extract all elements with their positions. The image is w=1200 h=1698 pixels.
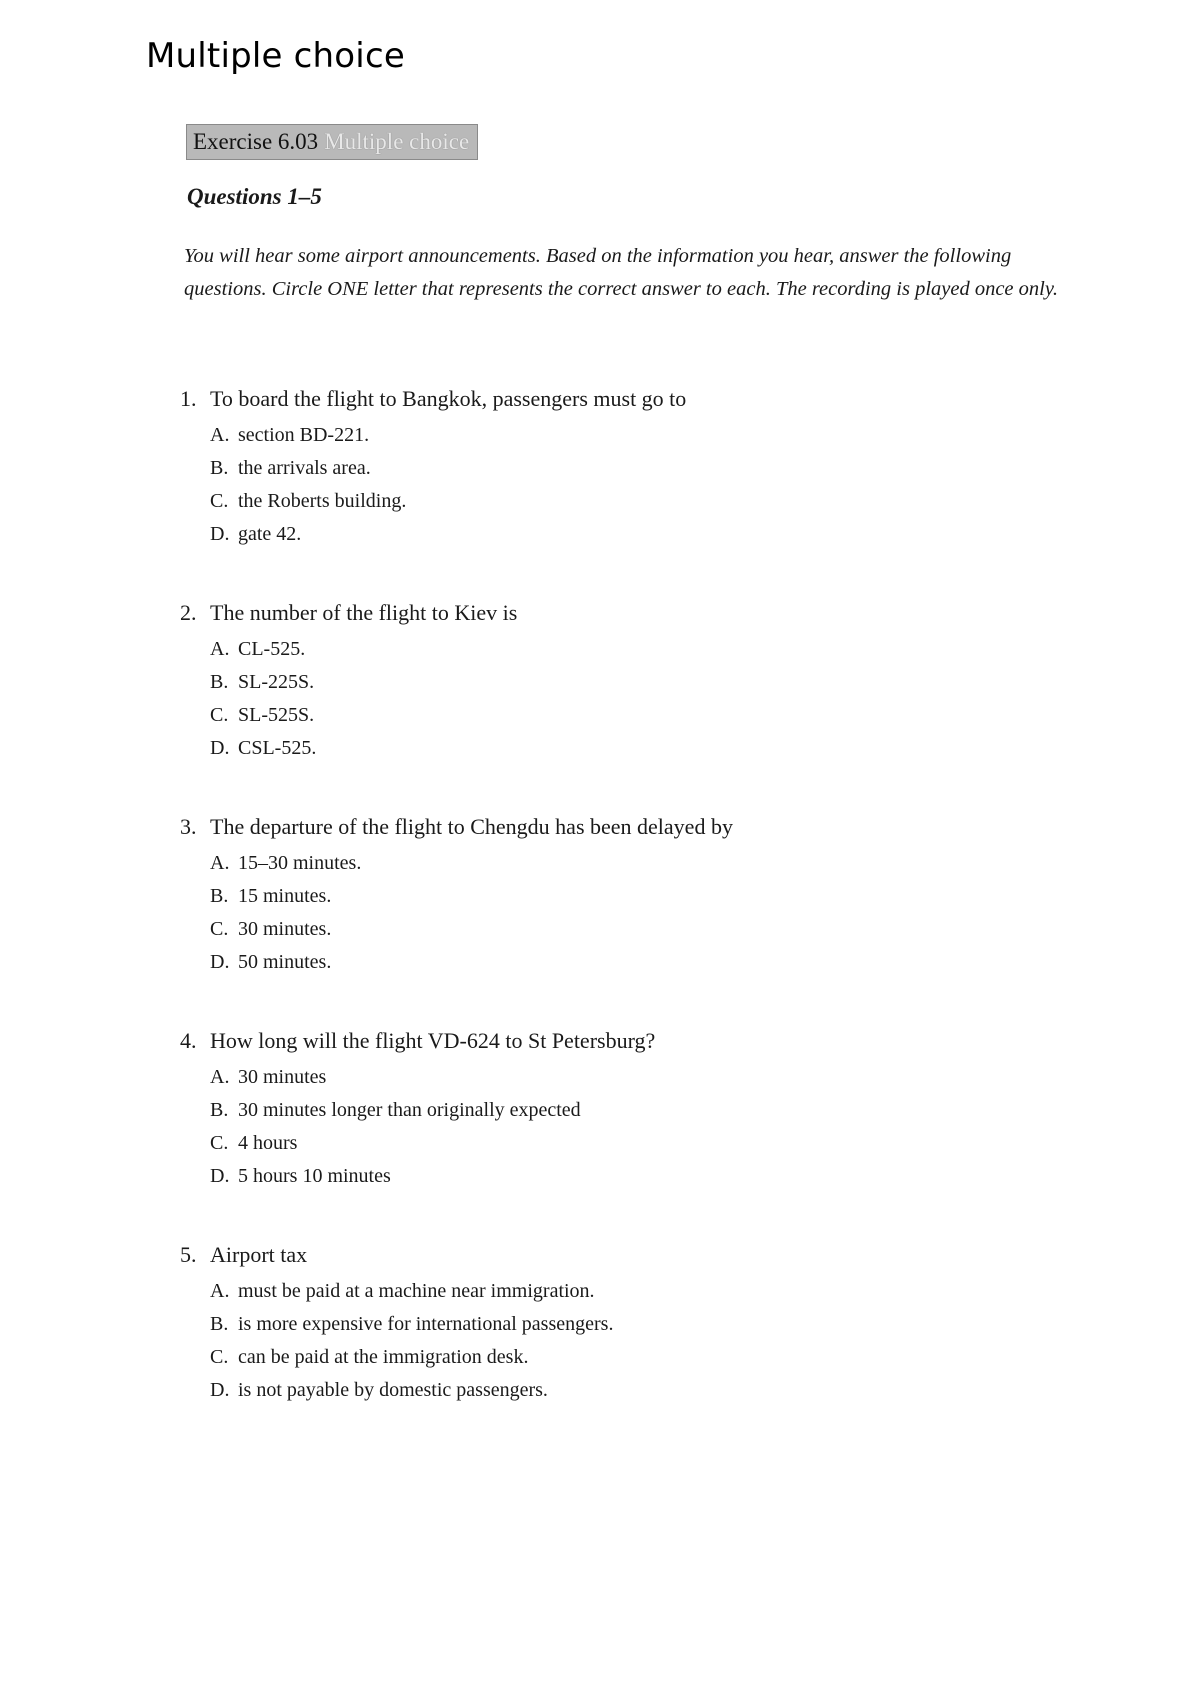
question-stem [180,1240,1000,1270]
option-text: 15 minutes. [238,885,332,907]
option-c[interactable] [210,699,1000,732]
option-text: is not payable by domestic passengers. [238,1379,548,1401]
option-text: section BD-221. [238,424,370,446]
option-text: must be paid at a machine near immigration. [238,1280,595,1302]
option-c[interactable] [210,485,1000,518]
option-d[interactable] [210,1374,1000,1407]
question-text: The departure of the flight to Chengdu has been delayed by [210,814,733,839]
option-letter: B. [210,1313,229,1335]
option-letter: B. [210,671,229,693]
option-letter: B. [210,457,229,479]
option-d[interactable] [210,518,1000,551]
instructions-text: You will hear some airport announcements. Based on the information you hear, answer the following questions. Circle ONE letter that represents the correct answer to each. The recording is played once only. [184,245,1058,300]
option-text: 50 minutes. [238,951,332,973]
answer-options [180,847,1000,979]
option-d[interactable] [210,1160,1000,1193]
option-letter: D. [210,523,230,545]
option-a[interactable] [210,1061,1000,1094]
question-stem [180,384,1000,414]
option-letter: A. [210,852,230,874]
answer-options [180,1275,1000,1407]
question-2 [180,598,1000,765]
option-text: SL-525S. [238,704,315,726]
option-letter: B. [210,885,229,907]
option-text: SL-225S. [238,671,315,693]
option-c[interactable] [210,1341,1000,1374]
option-d[interactable] [210,946,1000,979]
exercise-badge [186,124,478,160]
question-stem [180,812,1000,842]
option-text: gate 42. [238,523,302,545]
question-number: 4. [180,1028,197,1053]
option-text: 30 minutes longer than originally expected [238,1099,581,1121]
option-b[interactable] [210,1308,1000,1341]
answer-options [180,419,1000,551]
option-letter: A. [210,638,230,660]
question-stem [180,1026,1000,1056]
question-text: Airport tax [210,1242,308,1267]
option-b[interactable] [210,1094,1000,1127]
option-text: 30 minutes. [238,918,332,940]
question-4 [180,1026,1000,1193]
question-text: The number of the flight to Kiev is [210,600,518,625]
question-number: 3. [180,814,197,839]
answer-options [180,1061,1000,1193]
page-title: Multiple choice [146,36,405,76]
option-letter: C. [210,1132,229,1154]
exercise-label: Exercise 6.03 [193,129,319,154]
option-letter: C. [210,1346,229,1368]
question-stem [180,598,1000,628]
option-letter: A. [210,1066,230,1088]
question-text: How long will the flight VD-624 to St Petersburg? [210,1028,656,1053]
option-text: is more expensive for international passengers. [238,1313,614,1335]
option-text: 4 hours [238,1132,298,1154]
option-a[interactable] [210,847,1000,880]
option-text: CL-525. [238,638,306,660]
option-text: the Roberts building. [238,490,407,512]
exercise-title: Multiple choice [324,129,470,154]
answer-options [180,633,1000,765]
option-a[interactable] [210,419,1000,452]
question-number: 1. [180,386,197,411]
option-a[interactable] [210,633,1000,666]
option-a[interactable] [210,1275,1000,1308]
option-text: 30 minutes [238,1066,327,1088]
question-number: 2. [180,600,197,625]
option-letter: D. [210,737,230,759]
option-letter: D. [210,1379,230,1401]
option-b[interactable] [210,880,1000,913]
questions-heading: Questions 1–5 [187,184,322,209]
option-letter: D. [210,951,230,973]
option-c[interactable] [210,913,1000,946]
option-b[interactable] [210,452,1000,485]
option-text: 15–30 minutes. [238,852,362,874]
option-text: the arrivals area. [238,457,371,479]
option-letter: B. [210,1099,229,1121]
option-text: CSL-525. [238,737,317,759]
option-d[interactable] [210,732,1000,765]
option-letter: D. [210,1165,230,1187]
option-text: can be paid at the immigration desk. [238,1346,529,1368]
option-letter: C. [210,918,229,940]
option-letter: C. [210,490,229,512]
option-letter: A. [210,1280,230,1302]
option-b[interactable] [210,666,1000,699]
option-text: 5 hours 10 minutes [238,1165,391,1187]
question-text: To board the flight to Bangkok, passengers must go to [210,386,687,411]
option-letter: A. [210,424,230,446]
question-5 [180,1240,1000,1407]
question-1 [180,384,1000,551]
option-letter: C. [210,704,229,726]
question-number: 5. [180,1242,197,1267]
option-c[interactable] [210,1127,1000,1160]
question-3 [180,812,1000,979]
